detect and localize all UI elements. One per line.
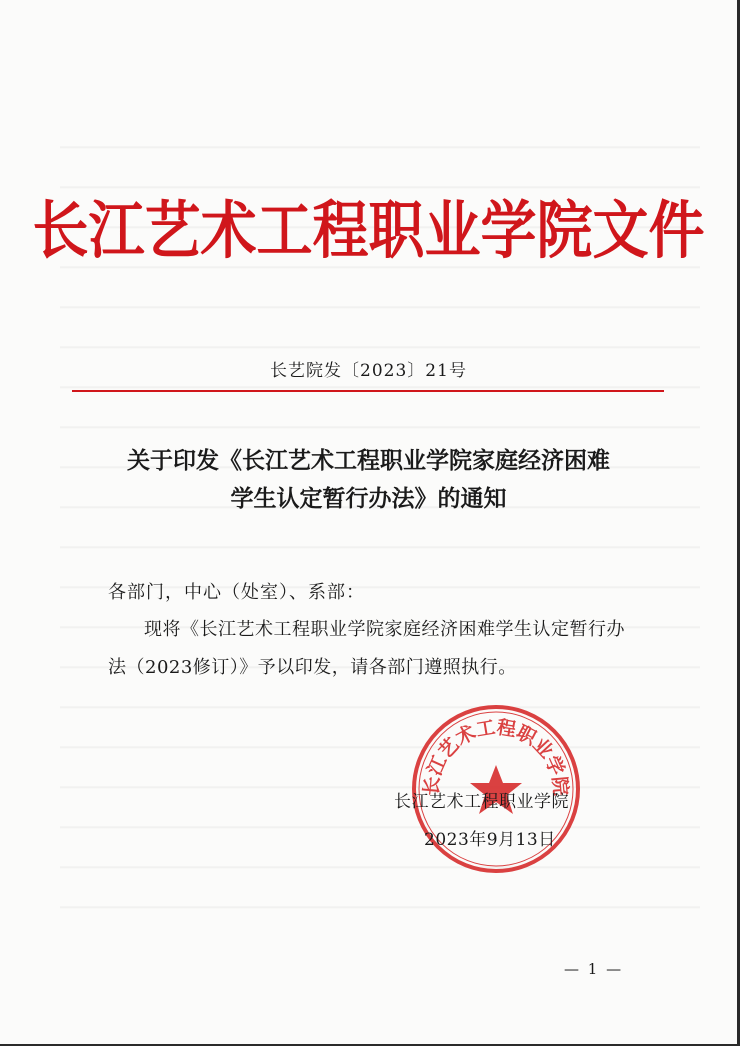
salutation: 各部门，中心（处室）、系部： bbox=[108, 582, 365, 603]
header-red-divider bbox=[72, 390, 664, 392]
notice-title-line-1: 关于印发《长江艺术工程职业学院家庭经济困难 bbox=[127, 447, 610, 474]
page-number: — 1 — bbox=[564, 960, 624, 978]
notice-title bbox=[60, 442, 677, 518]
seal-text: 长江艺术工程职业学院 bbox=[420, 716, 572, 797]
signature-date: 2023年9月13日 bbox=[424, 830, 556, 850]
document-header-title: 长江艺术工程职业学院文件 bbox=[32, 193, 705, 268]
body-paragraph: 现将《长江艺术工程职业学院家庭经济困难学生认定暂行办法（2023修订）》予以印发，请各部门遵照执行。 bbox=[108, 619, 625, 678]
signatory-organization: 长江艺术工程职业学院 bbox=[394, 792, 569, 812]
document-number: 长艺院发〔2023〕21号 bbox=[270, 361, 467, 381]
notice-title-line-2: 学生认定暂行办法》的通知 bbox=[230, 485, 507, 512]
